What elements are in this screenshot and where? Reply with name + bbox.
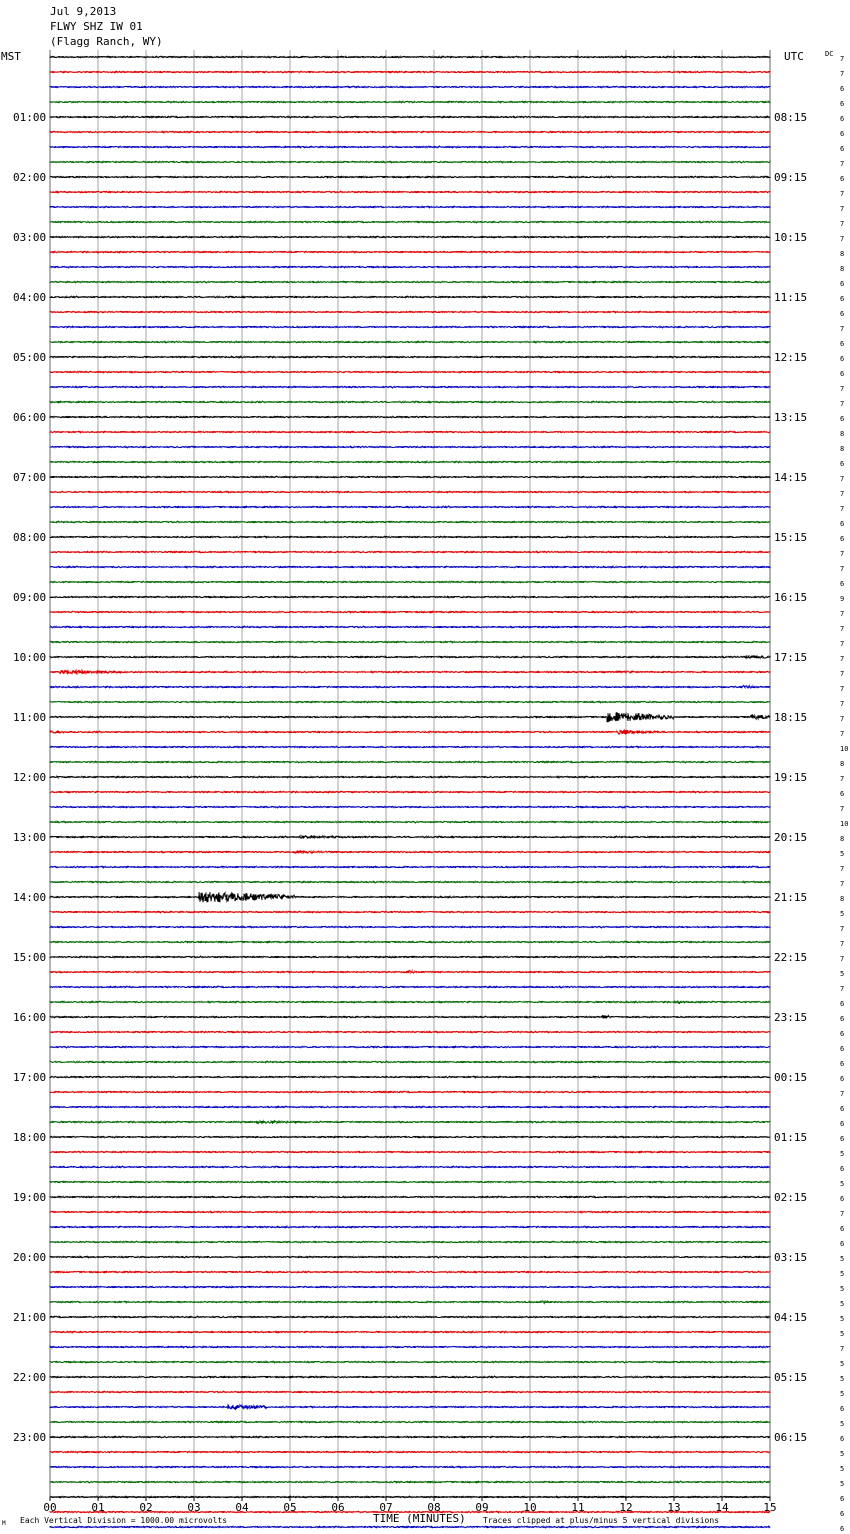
dc-offset-value: 7 xyxy=(840,400,845,408)
scale-note: Each Vertical Division = 1000.00 microvolts xyxy=(20,1516,228,1525)
right-hour-label: 12:15 xyxy=(774,351,808,364)
trace-line xyxy=(50,941,770,942)
dc-offset-value: 6 xyxy=(840,1015,845,1023)
trace-line xyxy=(50,926,770,927)
dc-offset-value: 5 xyxy=(840,1255,845,1263)
trace-line xyxy=(50,266,770,267)
x-tick-label: 12 xyxy=(619,1501,633,1514)
dc-offset-value: 6 xyxy=(840,1165,845,1173)
dc-offset-value: 7 xyxy=(840,55,845,63)
dc-offset-value: 5 xyxy=(840,1180,845,1188)
trace-line xyxy=(50,371,770,372)
left-hour-label: 22:00 xyxy=(13,1371,47,1384)
left-hour-label: 04:00 xyxy=(13,291,47,304)
right-hour-label: 20:15 xyxy=(774,831,808,844)
trace-line xyxy=(50,713,770,722)
dc-offset-value: 6 xyxy=(840,1435,845,1443)
left-hour-label: 10:00 xyxy=(13,651,47,664)
trace-line xyxy=(50,56,770,57)
dc-offset-value: 6 xyxy=(840,1120,845,1128)
trace-line xyxy=(50,1256,770,1257)
dc-offset-value: 5 xyxy=(840,1450,845,1458)
left-hour-label: 05:00 xyxy=(13,351,47,364)
dc-offset-value: 5 xyxy=(840,1300,845,1308)
trace-line xyxy=(50,461,770,462)
dc-offset-value: 6 xyxy=(840,355,845,363)
trace-line xyxy=(50,1121,770,1123)
trace-line xyxy=(50,1136,770,1137)
trace-line xyxy=(50,655,770,658)
trace-line xyxy=(50,506,770,507)
right-hour-label: 14:15 xyxy=(774,471,808,484)
dc-offset-value: 6 xyxy=(840,1525,845,1533)
left-hour-label: 12:00 xyxy=(13,771,47,784)
dc-offset-value: 7 xyxy=(840,325,845,333)
trace-line xyxy=(50,1061,770,1062)
trace-line xyxy=(50,746,770,747)
trace-line xyxy=(50,596,770,597)
x-tick-label: 09 xyxy=(475,1501,489,1514)
trace-line xyxy=(50,611,770,612)
dc-offset-value: 6 xyxy=(840,1195,845,1203)
trace-line xyxy=(50,1271,770,1272)
trace-line xyxy=(50,686,770,688)
left-hour-label: 15:00 xyxy=(13,951,47,964)
dc-offset-value: 5 xyxy=(840,1420,845,1428)
dc-offset-value: 7 xyxy=(840,655,845,663)
dc-offset-value: 5 xyxy=(840,1285,845,1293)
trace-line xyxy=(50,551,770,552)
trace-line xyxy=(50,1211,770,1212)
station-location: (Flagg Ranch, WY) xyxy=(50,35,163,48)
left-hour-label: 17:00 xyxy=(13,1071,47,1084)
trace-line xyxy=(50,206,770,207)
dc-offset-value: 6 xyxy=(840,520,845,528)
x-tick-label: 14 xyxy=(715,1501,729,1514)
trace-line xyxy=(50,311,770,312)
trace-line xyxy=(50,1091,770,1092)
right-hour-label: 05:15 xyxy=(774,1371,808,1384)
trace-line xyxy=(50,161,770,162)
dc-offset-value: 7 xyxy=(840,775,845,783)
dc-offset-value: 7 xyxy=(840,505,845,513)
trace-line xyxy=(50,1046,770,1047)
time-axis-title: TIME (MINUTES) xyxy=(373,1512,466,1525)
trace-line xyxy=(50,730,770,734)
trace-line xyxy=(50,1241,770,1243)
trace-line xyxy=(50,296,770,297)
x-tick-label: 04 xyxy=(235,1501,249,1514)
dc-offset-value: 7 xyxy=(840,715,845,723)
dc-offset-value: 7 xyxy=(840,805,845,813)
trace-line xyxy=(50,521,770,522)
dc-offset-value: 7 xyxy=(840,70,845,78)
trace-line xyxy=(50,701,770,702)
right-hour-label: 13:15 xyxy=(774,411,808,424)
left-hour-label: 02:00 xyxy=(13,171,47,184)
right-hour-label: 18:15 xyxy=(774,711,808,724)
dc-offset-value: 5 xyxy=(840,910,845,918)
trace-line xyxy=(50,641,770,642)
left-hour-label: 19:00 xyxy=(13,1191,47,1204)
trace-line xyxy=(50,176,770,177)
trace-line xyxy=(50,1301,770,1303)
trace-line xyxy=(50,1361,770,1362)
trace-line xyxy=(50,191,770,192)
trace-line xyxy=(50,1031,770,1032)
x-tick-label: 15 xyxy=(763,1501,777,1514)
dc-offset-value: 6 xyxy=(840,460,845,468)
trace-line xyxy=(50,1226,770,1227)
left-hour-label: 08:00 xyxy=(13,531,47,544)
dc-offset-value: 7 xyxy=(840,865,845,873)
right-zone-label: UTC xyxy=(784,50,804,63)
dc-offset-value: 10 xyxy=(840,820,849,828)
trace-line xyxy=(50,401,770,402)
x-tick-label: 06 xyxy=(331,1501,345,1514)
x-tick-label: 11 xyxy=(571,1501,585,1514)
dc-offset-value: 9 xyxy=(840,595,845,603)
dc-offset-value: 6 xyxy=(840,1135,845,1143)
trace-line xyxy=(50,1076,770,1077)
dc-offset-value: 6 xyxy=(840,1510,845,1518)
trace-line xyxy=(50,1286,770,1287)
trace-line xyxy=(50,1436,770,1437)
trace-line xyxy=(50,101,770,102)
dc-offset-value: 6 xyxy=(840,370,845,378)
dc-offset-value: 8 xyxy=(840,835,845,843)
trace-line xyxy=(50,221,770,222)
dc-offset-value: 7 xyxy=(840,385,845,393)
left-hour-label: 07:00 xyxy=(13,471,47,484)
trace-line xyxy=(50,1106,770,1107)
left-hour-label: 23:00 xyxy=(13,1431,47,1444)
trace-line xyxy=(50,341,770,342)
trace-line xyxy=(50,71,770,72)
dc-offset-value: 7 xyxy=(840,1210,845,1218)
trace-line xyxy=(50,806,770,808)
right-hour-label: 06:15 xyxy=(774,1431,808,1444)
clip-note: Traces clipped at plus/minus 5 vertical divisions xyxy=(483,1516,720,1525)
trace-line xyxy=(50,491,770,492)
dc-offset-value: 7 xyxy=(840,625,845,633)
dc-offset-value: 7 xyxy=(840,1090,845,1098)
dc-offset-value: 7 xyxy=(840,640,845,648)
trace-line xyxy=(50,1421,770,1422)
dc-offset-value: 7 xyxy=(840,160,845,168)
trace-line xyxy=(50,626,770,627)
dc-offset-value: 8 xyxy=(840,265,845,273)
x-tick-label: 05 xyxy=(283,1501,297,1514)
x-tick-label: 07 xyxy=(379,1501,393,1514)
trace-line xyxy=(50,956,770,957)
dc-offset-value: 8 xyxy=(840,430,845,438)
trace-line xyxy=(50,911,770,912)
trace-line xyxy=(50,116,770,117)
dc-offset-value: 8 xyxy=(840,250,845,258)
trace-line xyxy=(50,431,770,432)
dc-offset-value: 5 xyxy=(840,1360,845,1368)
dc-offset-value: 5 xyxy=(840,970,845,978)
dc-offset-value: 5 xyxy=(840,1390,845,1398)
trace-line xyxy=(50,1526,770,1527)
dc-offset-value: 6 xyxy=(840,85,845,93)
x-tick-label: 01 xyxy=(91,1501,105,1514)
dc-offset-value: 8 xyxy=(840,760,845,768)
trace-line xyxy=(50,251,770,252)
trace-line xyxy=(50,836,770,838)
trace-line xyxy=(50,821,770,822)
trace-line xyxy=(50,236,770,237)
dc-offset-value: 5 xyxy=(840,1315,845,1323)
x-tick-label: 08 xyxy=(427,1501,441,1514)
trace-line xyxy=(50,1151,770,1152)
right-hour-label: 08:15 xyxy=(774,111,808,124)
trace-line xyxy=(50,761,770,762)
trace-line xyxy=(50,581,770,582)
x-tick-label: 13 xyxy=(667,1501,681,1514)
x-tick-label: 00 xyxy=(43,1501,57,1514)
dc-offset-value: 7 xyxy=(840,940,845,948)
dc-offset-value: 7 xyxy=(840,475,845,483)
dc-offset-value: 6 xyxy=(840,790,845,798)
axis-labels xyxy=(13,55,848,1534)
left-hour-label: 03:00 xyxy=(13,231,47,244)
trace-line xyxy=(50,1405,770,1409)
trace-line xyxy=(50,971,770,973)
dc-offset-value: 6 xyxy=(840,1240,845,1248)
dc-offset-value: 6 xyxy=(840,130,845,138)
left-hour-label: 11:00 xyxy=(13,711,47,724)
trace-line xyxy=(50,1391,770,1392)
dc-offset-value: 5 xyxy=(840,1375,845,1383)
right-hour-label: 10:15 xyxy=(774,231,808,244)
trace-line xyxy=(50,326,770,327)
dc-offset-value: 7 xyxy=(840,220,845,228)
trace-line xyxy=(50,1451,770,1452)
left-hour-label: 14:00 xyxy=(13,891,47,904)
dc-offset-value: 7 xyxy=(840,205,845,213)
dc-offset-value: 6 xyxy=(840,535,845,543)
trace-line xyxy=(50,446,770,447)
record-date: Jul 9,2013 xyxy=(50,5,117,18)
station-code: FLWY SHZ IW 01 xyxy=(50,20,143,33)
trace-line xyxy=(50,86,770,87)
trace-line xyxy=(50,476,770,477)
trace-line xyxy=(50,892,770,902)
dc-offset-value: 5 xyxy=(840,1480,845,1488)
dc-offset-value: 6 xyxy=(840,1495,845,1503)
right-hour-label: 23:15 xyxy=(774,1011,808,1024)
trace-line xyxy=(50,1001,770,1003)
dc-offset-value: 5 xyxy=(840,1150,845,1158)
dc-offset-value: 10 xyxy=(840,745,849,753)
right-hour-label: 01:15 xyxy=(774,1131,808,1144)
dc-offset-value: 7 xyxy=(840,985,845,993)
x-tick-label: 03 xyxy=(187,1501,201,1514)
dc-offset-value: 6 xyxy=(840,1405,845,1413)
dc-offset-value: 6 xyxy=(840,1060,845,1068)
trace-line xyxy=(50,1166,770,1167)
dc-offset-value: 6 xyxy=(840,100,845,108)
dc-offset-value: 7 xyxy=(840,235,845,243)
trace-line xyxy=(50,1316,770,1317)
left-hour-label: 01:00 xyxy=(13,111,47,124)
dc-offset-value: 6 xyxy=(840,1225,845,1233)
right-hour-label: 22:15 xyxy=(774,951,808,964)
trace-line xyxy=(50,1481,770,1482)
trace-line xyxy=(50,1346,770,1347)
dc-offset-value: 7 xyxy=(840,955,845,963)
dc-offset-value: 7 xyxy=(840,550,845,558)
left-zone-label: MST xyxy=(1,50,21,63)
right-hour-label: 09:15 xyxy=(774,171,808,184)
dc-offset-value: 7 xyxy=(840,490,845,498)
right-hour-label: 00:15 xyxy=(774,1071,808,1084)
trace-line xyxy=(50,566,770,567)
dc-label: DC xyxy=(825,50,834,58)
dc-offset-value: 6 xyxy=(840,280,845,288)
left-hour-label: 16:00 xyxy=(13,1011,47,1024)
dc-offset-value: 6 xyxy=(840,295,845,303)
trace-line xyxy=(50,851,770,853)
dc-offset-value: 7 xyxy=(840,685,845,693)
right-hour-label: 11:15 xyxy=(774,291,808,304)
trace-line xyxy=(50,536,770,537)
dc-offset-value: 5 xyxy=(840,1330,845,1338)
trace-line xyxy=(50,1376,770,1377)
trace-line xyxy=(50,356,770,357)
trace-line xyxy=(50,986,770,987)
left-hour-label: 21:00 xyxy=(13,1311,47,1324)
right-hour-label: 15:15 xyxy=(774,531,808,544)
dc-offset-value: 5 xyxy=(840,850,845,858)
dc-offset-value: 6 xyxy=(840,310,845,318)
trace-line xyxy=(50,386,770,387)
left-hour-label: 06:00 xyxy=(13,411,47,424)
dc-offset-value: 7 xyxy=(840,670,845,678)
dc-offset-value: 6 xyxy=(840,340,845,348)
dc-offset-value: 6 xyxy=(840,415,845,423)
dc-offset-value: 7 xyxy=(840,190,845,198)
trace-line xyxy=(50,1196,770,1197)
dc-offset-value: 6 xyxy=(840,115,845,123)
left-hour-label: 18:00 xyxy=(13,1131,47,1144)
dc-offset-value: 7 xyxy=(840,565,845,573)
trace-line xyxy=(50,1466,770,1467)
right-hour-label: 16:15 xyxy=(774,591,808,604)
dc-offset-value: 7 xyxy=(840,925,845,933)
dc-offset-value: 6 xyxy=(840,1045,845,1053)
dc-offset-value: 5 xyxy=(840,1465,845,1473)
trace-line xyxy=(50,791,770,792)
trace-line xyxy=(50,1181,770,1182)
dc-offset-value: 6 xyxy=(840,1030,845,1038)
dc-offset-value: 6 xyxy=(840,175,845,183)
dc-offset-value: 7 xyxy=(840,1345,845,1353)
dc-offset-value: 6 xyxy=(840,1000,845,1008)
scale-mark: M xyxy=(2,1520,6,1527)
right-hour-label: 03:15 xyxy=(774,1251,808,1264)
right-hour-label: 21:15 xyxy=(774,891,808,904)
trace-line xyxy=(50,281,770,282)
trace-line xyxy=(50,146,770,147)
trace-line xyxy=(50,1016,770,1018)
trace-line xyxy=(50,131,770,132)
dc-offset-value: 5 xyxy=(840,1270,845,1278)
dc-offset-value: 6 xyxy=(840,145,845,153)
dc-offset-value: 7 xyxy=(840,730,845,738)
trace-line xyxy=(50,416,770,417)
left-hour-label: 20:00 xyxy=(13,1251,47,1264)
right-hour-label: 17:15 xyxy=(774,651,808,664)
seismic-traces xyxy=(50,56,770,1534)
trace-line xyxy=(50,881,770,882)
dc-offset-value: 7 xyxy=(840,700,845,708)
x-tick-label: 10 xyxy=(523,1501,537,1514)
trace-line xyxy=(50,1331,770,1332)
dc-offset-value: 7 xyxy=(840,610,845,618)
dc-offset-value: 6 xyxy=(840,1105,845,1113)
x-tick-label: 02 xyxy=(139,1501,153,1514)
trace-line xyxy=(50,776,770,777)
left-hour-label: 13:00 xyxy=(13,831,47,844)
left-hour-label: 09:00 xyxy=(13,591,47,604)
right-hour-label: 04:15 xyxy=(774,1311,808,1324)
dc-offset-value: 8 xyxy=(840,895,845,903)
right-hour-label: 02:15 xyxy=(774,1191,808,1204)
dc-offset-value: 6 xyxy=(840,580,845,588)
dc-offset-value: 6 xyxy=(840,1075,845,1083)
trace-line xyxy=(50,866,770,867)
dc-offset-value: 8 xyxy=(840,445,845,453)
dc-offset-value: 7 xyxy=(840,880,845,888)
right-hour-label: 19:15 xyxy=(774,771,808,784)
trace-line xyxy=(50,670,770,674)
